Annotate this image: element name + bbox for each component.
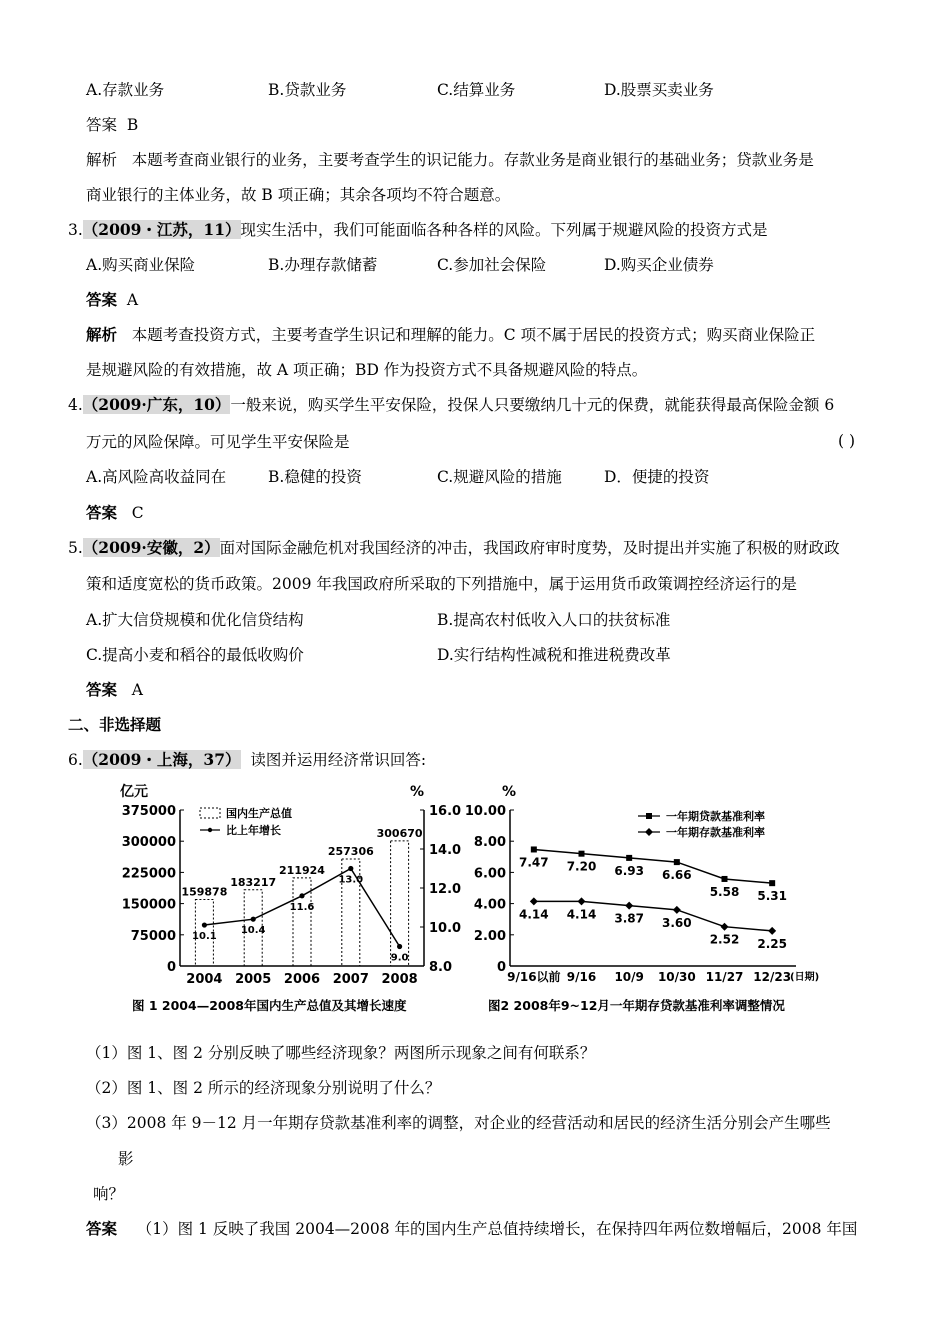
sub-question-3-cont-2: 响？ (93, 1185, 125, 1203)
option-d: D.实行结构性减税和推进税费改革 (437, 646, 671, 664)
deposit-rate-point (768, 927, 776, 935)
growth-point (299, 893, 304, 898)
x-tick-label: 2004 (186, 972, 223, 987)
left-tick-label: 225000 (121, 866, 176, 882)
legend-label-gdp: 国内生产总值 (226, 807, 292, 820)
deposit-rate-point (530, 897, 538, 905)
x-tick-label: 11/27 (705, 970, 744, 984)
option-b: B.稳健的投资 (268, 468, 362, 486)
question-5-stem-2: 策和适度宽松的货币政策。2009 年我国政府所采取的下列措施中，属于运用货币政策调控经济运行的是 (86, 575, 797, 593)
right-tick-label: 10.0 (429, 921, 462, 936)
loan-rate-label: 7.20 (566, 859, 597, 874)
analysis-line-2: 商业银行的主体业务，故 B 项正确；其余各项均不符合题意。 (86, 186, 511, 204)
option-a: A.扩大信贷规模和优化信贷结构 (86, 611, 304, 629)
y-tick-label: 0 (496, 960, 506, 975)
gdp-bar-label: 211924 (279, 863, 325, 877)
left-tick-label: 375000 (121, 804, 176, 819)
analysis-line (86, 325, 815, 345)
option-d: D．便捷的投资 (604, 468, 710, 486)
loan-rate-label: 6.93 (614, 863, 644, 878)
deposit-rate-label: 3.87 (614, 911, 644, 926)
answer-label: 答案 (86, 503, 118, 522)
left-tick-label: 0 (166, 960, 176, 975)
left-tick-label: 150000 (121, 897, 176, 913)
loan-rate-point (769, 880, 775, 886)
right-tick-label: 12.0 (429, 882, 462, 897)
option-d: D.购买企业债券 (604, 256, 714, 274)
answer-value: C (131, 504, 144, 522)
x-tick-label: 2008 (381, 972, 418, 987)
legend-marker-deposit (645, 828, 653, 836)
option-c: C.规避风险的措施 (437, 468, 562, 486)
answer-line (86, 680, 143, 700)
loan-rate-point (674, 859, 680, 865)
analysis-label: 解析 (86, 325, 118, 344)
loan-rate-point (579, 851, 585, 857)
sub-question-2: （2）图 1、图 2 所示的经济现象分别说明了什么？ (86, 1079, 441, 1097)
gdp-bar (293, 878, 311, 966)
answer-line (86, 290, 138, 310)
x-tick-label: 2006 (283, 972, 321, 987)
option-c: C.结算业务 (437, 81, 516, 99)
question-4-stem (68, 395, 834, 415)
option-a: A.存款业务 (86, 81, 165, 99)
deposit-rate-label: 2.25 (757, 936, 787, 951)
loan-rate-label: 6.66 (662, 868, 692, 883)
left-tick-label: 75000 (130, 928, 176, 944)
option-c: C.提高小麦和稻谷的最低收购价 (86, 646, 304, 664)
right-axis-unit: % (410, 784, 425, 800)
answer-blank: ( ) (838, 432, 856, 450)
section-heading: 二、非选择题 (68, 715, 162, 734)
gdp-bar-label: 300670 (376, 826, 423, 840)
deposit-rate-point (578, 897, 586, 905)
chart-figure-1 (118, 780, 468, 1020)
sub-question-3: （3）2008 年 9－12 月一年期存贷款基准利率的调整，对企业的经营活动和居民的经济生活分别会产生哪些 (86, 1114, 831, 1132)
analysis-line-2: 是规避风险的有效措施，故 A 项正确；BD 作为投资方式不具备规避风险的特点。 (86, 361, 648, 379)
left-tick-label: 300000 (121, 835, 176, 851)
chart-title: 图 1 2004—2008年国内生产总值及其增长速度 (132, 998, 407, 1013)
left-axis-unit: 亿元 (120, 784, 148, 800)
right-tick-label: 16.0 (429, 804, 462, 819)
question-3-stem (68, 220, 768, 240)
gdp-bar-label: 257306 (327, 844, 374, 858)
stem-text: 面对国际金融危机对我国经济的冲击，我国政府审时度势，及时提出并实施了积极的财政政 (219, 539, 840, 557)
answer-value: A (126, 291, 139, 309)
chart-figure-2 (464, 780, 838, 1020)
y-tick-label: 10.00 (464, 804, 506, 819)
loan-rate-label: 5.58 (709, 884, 740, 899)
loan-rate-label: 7.47 (519, 855, 549, 870)
legend-marker-growth (208, 828, 212, 832)
answer-line (86, 503, 144, 523)
option-b: B.办理存款储蓄 (268, 256, 378, 274)
deposit-rate-point (673, 906, 681, 914)
x-tick-label: 2007 (332, 972, 369, 987)
growth-point (397, 944, 402, 949)
sub-question-3-cont: 影 (118, 1150, 134, 1168)
option-b: B.贷款业务 (268, 81, 347, 99)
answer-value: A (131, 681, 143, 699)
option-d: D.股票买卖业务 (604, 81, 714, 99)
loan-rate-label: 5.31 (757, 889, 787, 904)
answer-label: 答案 (86, 290, 118, 309)
chart-title: 图2 2008年9~12月一年期存贷款基准利率调整情况 (488, 998, 785, 1013)
gdp-bar-label: 183217 (230, 875, 277, 889)
option-b: B.提高农村低收入人口的扶贫标准 (437, 611, 671, 629)
deposit-rate-point (625, 902, 633, 910)
stem-text: 读图并运用经济常识回答: (250, 751, 427, 769)
legend-marker-loan (646, 813, 652, 819)
source-tag: （2009・江苏，11） (82, 220, 241, 239)
stem-text: 一般来说，购买学生平安保险，投保人只要缴纳几十元的保费，就能获得最高保险金额 6 (230, 396, 835, 414)
source-tag: （2009·安徽，2） (82, 538, 220, 557)
deposit-rate-label: 4.14 (519, 907, 549, 922)
analysis-text: 本题考查投资方式，主要考查学生识记和理解的能力。C 项不属于居民的投资方式；购买商业保险正 (131, 326, 816, 344)
x-tick-label: 10/30 (657, 970, 696, 984)
question-number: 5. (68, 539, 83, 557)
gdp-bar-label: 159878 (181, 885, 228, 899)
legend-label-growth: 比上年增长 (226, 824, 281, 837)
option-a: A.购买商业保险 (86, 256, 196, 274)
answer-value: B (126, 116, 139, 134)
question-5-stem (68, 538, 840, 558)
answer-line (86, 1219, 857, 1239)
growth-point (202, 922, 207, 927)
y-tick-label: 4.00 (473, 897, 506, 913)
x-tick-label: 9/16以前 (507, 970, 561, 984)
question-number: 4. (68, 396, 83, 414)
question-number: 3. (68, 221, 83, 239)
growth-point (251, 917, 256, 922)
answer-line (86, 115, 138, 135)
y-tick-label: 8.00 (473, 835, 506, 851)
deposit-rate-label: 4.14 (566, 907, 597, 922)
x-tick-label: 2005 (235, 972, 272, 987)
right-tick-label: 8.0 (429, 960, 453, 975)
growth-label: 9.0 (390, 952, 409, 964)
source-tag: （2009·广东，10） (82, 395, 231, 414)
x-axis-unit: (日期) (790, 972, 820, 983)
answer-label: 答案 (86, 680, 118, 699)
option-a: A.高风险高收益同在 (86, 468, 227, 486)
question-6-stem (68, 750, 426, 770)
analysis-label: 解析 (86, 151, 118, 169)
analysis-text: 本题考查商业银行的业务，主要考查学生的识记能力。存款业务是商业银行的基础业务；贷款业务是 (131, 151, 814, 169)
source-tag: （2009・上海，37） (82, 750, 241, 769)
right-tick-label: 14.0 (429, 843, 462, 858)
deposit-rate-label: 3.60 (662, 915, 692, 930)
growth-point (348, 866, 353, 871)
growth-label: 10.4 (240, 925, 266, 937)
analysis-line (86, 150, 814, 170)
growth-label: 10.1 (192, 931, 217, 943)
loan-rate-point (531, 846, 537, 852)
y-tick-label: 2.00 (473, 928, 506, 944)
option-c: C.参加社会保险 (437, 256, 547, 274)
y-tick-label: 6.00 (473, 866, 506, 882)
question-4-stem-2: 万元的风险保障。可见学生平安保险是 (86, 433, 350, 451)
answer-text: （1）图 1 反映了我国 2004—2008 年的国内生产总值持续增长，在保持四年两位数增幅后，2008 年国 (136, 1220, 858, 1238)
x-tick-label: 10/9 (614, 970, 644, 984)
answer-label: 答案 (86, 1219, 118, 1238)
loan-rate-point (626, 855, 632, 861)
legend-swatch-gdp (200, 808, 220, 818)
sub-question-1: （1）图 1、图 2 分别反映了哪些经济现象？两图所示现象之间有何联系？ (86, 1044, 596, 1062)
stem-text: 现实生活中，我们可能面临各种各样的风险。下列属于规避风险的投资方式是 (240, 221, 768, 239)
x-tick-label: 12/23 (753, 970, 792, 984)
growth-label: 13.0 (338, 874, 364, 886)
legend-label-deposit: 一年期存款基准利率 (666, 826, 765, 839)
deposit-rate-point (721, 923, 729, 931)
legend-label-loan: 一年期贷款基准利率 (666, 810, 765, 823)
deposit-rate-label: 2.52 (709, 932, 740, 947)
growth-label: 11.6 (289, 901, 315, 913)
question-number: 6. (68, 751, 83, 769)
loan-rate-point (722, 876, 728, 882)
y-axis-unit: % (502, 784, 517, 800)
x-tick-label: 9/16 (566, 970, 597, 984)
answer-label: 答案 (86, 116, 118, 134)
